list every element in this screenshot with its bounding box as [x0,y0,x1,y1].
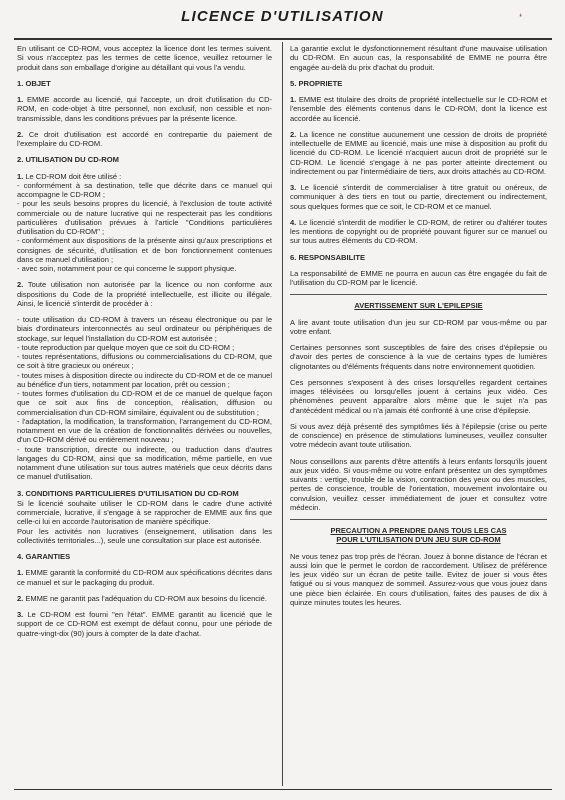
propriete-text-4: Le licencié s'interdit de modifier le CD-ROM, de retirer ou d'altérer toutes les mentions de copyright ou de propriété pouvant figurer sur ce manuel ou sur tous autres éléments du CD-ROM. [290,217,547,246]
epilepsy-paragraph-4: Si vous avez déjà présenté des symptômes liés à l'épilepsie (crise ou perte de conscience) en présence de stimulations lumineuses, veuillez consulter votre médecin avant toute utilisation. [290,421,547,450]
interdictions-intro [17,280,272,308]
garanties-paragraph-2 [17,594,272,603]
precaution-paragraph: Ne vous tenez pas trop près de l'écran. Jouez à bonne distance de l'écran et aussi loin que le permet le cordon de raccordement. Utilisez de préférence les jeux vidéo sur un écran de petite taille. Evitez de jouer si vous êtes fatigué ou si vous manquez de sommeil. Assurez-vous que vous jouez dans une pièce bien éclairée. En cours d'utilisation, faites des pauses de dix à quinze minutes toutes les heures. [290,551,547,607]
epilepsy-paragraph-1: A lire avant toute utilisation d'un jeu sur CD-ROM par vous-même ou par votre enfant. [290,317,547,336]
propriete-text-3: Le licencié s'interdit de commercialiser à titre gratuit ou onéreux, de communiquer à des tiers en tout ou partie, directement ou indirectement, sous quelques formes que ce soit, le CD-ROM et ce manuel. [290,183,547,211]
intro-paragraph: En utilisant ce CD-ROM, vous acceptez la licence dont les termes suivent. Si vous n'acceptez pas les termes de cette licence, veuillez retourner le produit dans son emballage d'origine au détaillant qui vous l'a vendu. [17,44,272,72]
epilepsy-paragraph-2: Certaines personnes sont susceptibles de faire des crises d'épilepsie ou d'avoir des pertes de conscience à la vue de certains types de lumières clignotantes ou d'éléments fréquents dans notre environnement quotidien. [290,343,547,371]
interdiction-bullet: - toutes mises à disposition directe ou indirecte du CD-ROM et de ce manuel au bénéfice d'un tiers, notamment par location, prêt ou cession ; [17,370,272,389]
item-number: 2. [17,129,24,139]
propriete-paragraph-1 [290,95,547,123]
responsabilite-paragraph: La responsabilité de EMME ne pourra en aucun cas être engagée du fait de l'utilisation du CD-ROM par le licencié. [290,268,547,287]
bottom-rule [14,789,552,790]
section-objet-heading: 1. OBJET [17,78,51,88]
precaution-heading-line-1: PRECAUTION A PRENDRE DANS TOUS LES CAS [330,526,507,535]
item-number: 4. [290,217,297,227]
section-separator [290,519,547,520]
garanties-paragraph-3 [17,610,272,638]
garanties-continuation: La garantie exclut le dysfonctionnement résultant d'une mauvaise utilisation du CD-ROM. En aucun cas, la responsabilité de EMME ne pourra être engagée au-delà du prix d'achat du produit. [290,44,547,72]
section-propriete-heading: 5. PROPRIETE [290,78,343,88]
section-responsabilite-heading: 6. RESPONSABILITE [290,252,366,262]
item-number: 1. [290,95,297,104]
utilisation-bullet: - pour les seuls besoins propres du licencié, à l'exclusion de toute activité commerciale ou de nature lucrative qui ne respecterait pas les conditions particulières d'utilisation prévues à l'article "Conditions particulières d'utilisation du CD-ROM" ; [17,199,272,236]
corner-mark: ❛ [519,12,522,22]
utilisation-intro [17,172,272,181]
section-utilisation-heading: 2. UTILISATION DU CD-ROM [17,155,119,165]
objet-paragraph-2 [17,130,272,149]
objet-text-1: EMME accorde au licencié, qui l'accepte, un droit d'utilisation du CD-ROM, en code-objet à titre personnel, non exclusif, non cessible et non-transmissible, dans les conditions prévues par la présente licence. [17,95,272,123]
page-title: LICENCE D'UTILISATION [181,8,384,25]
section-conditions-heading: 3. CONDITIONS PARTICULIERES D'UTILISATION DU CD-ROM [17,488,239,498]
propriete-text-2: La licence ne constitue aucunement une cession de droits de propriété intellectuelle de EMME au licencié, mais une mise à disposition au profit du licencié du CD-ROM. Le licencié n'acquiert aucun droit de propriété sur le CD-ROM. Le licencié s'engage à ne pas porter atteinte directement ou indirectement ou par l'intermédiaire de tiers, aux droits attachés au CD-ROM. [290,129,548,176]
epilepsy-warning-heading: AVERTISSEMENT SUR L'EPILEPSIE [354,301,483,311]
column-divider [282,42,283,786]
item-number: 2. [290,129,297,139]
top-rule [14,38,552,40]
garanties-paragraph-1 [17,568,272,587]
left-column [17,44,272,645]
garanties-text-1: EMME garantit la conformité du CD-ROM aux spécifications décrites dans ce manuel et sur le packaging du produit. [17,568,272,587]
interdiction-bullet: - toutes représentations, diffusions ou commercialisations du CD-ROM, que ce soit à titre gracieux ou onéreux ; [17,352,272,371]
conditions-paragraph-1: Si le licencié souhaite utiliser le CD-ROM dans le cadre d'une activité commerciale, lucrative, il s'engage à se rapprocher de EMME aux fins que celle-ci lui en accorde l'autorisation de manière spécifique. [17,498,272,527]
propriete-paragraph-3 [290,183,547,211]
item-number: 3. [290,183,297,192]
garanties-text-3: Le CD-ROM est fourni "en l'état". EMME garantit au licencié que le support de ce CD-ROM est exempt de défaut connu, pour une période de quatre-vingt-dix (90) jours à compter de la date d'achat. [17,610,272,638]
precaution-heading-line-2: POUR L'UTILISATION D'UN JEU SUR CD-ROM [336,535,501,545]
propriete-text-1: EMME est titulaire des droits de propriété intellectuelle sur le CD-ROM et l'ensemble des éléments contenus dans le CD-ROM, dont la licence est accordée au licencié. [290,95,547,123]
utilisation-intro-text: Le CD-ROM doit être utilisé : [25,171,122,181]
interdiction-bullet: - toute transcription, directe ou indirecte, ou traduction dans d'autres langages du CD-ROM, ainsi que sa modification, même partielle, en vue notamment d'une utilisation sur tous autres matériels que ceux décrits dans ce manuel d'utilisation. [17,444,272,482]
utilisation-bullet: - conformément aux dispositions de la présente ainsi qu'aux prescriptions et consignes de sécurité, d'utilisation et de bon fonctionnement contenues dans ce manuel d'utilisation ; [17,236,272,264]
item-number: 1. [17,568,24,578]
propriete-paragraph-4 [290,218,547,246]
propriete-paragraph-2 [290,130,547,176]
right-column [290,44,547,614]
item-number: 1. [17,95,24,104]
garanties-text-2: EMME ne garantit pas l'adéquation du CD-ROM aux besoins du licencié. [25,593,267,603]
utilisation-bullet: - conformément à sa destination, telle que décrite dans ce manuel qui accompagne le CD-ROM ; [17,180,272,199]
epilepsy-paragraph-3: Ces personnes s'exposent à des crises lorsqu'elles regardent certaines images télévisées ou lorsqu'elles jouent à certains jeux vidéo. Ces phénomènes peuvent apparaître alors même que le sujet n'a pas d'antécédent médical ou n'a jamais été confronté à une crise d'épilepsie. [290,377,547,415]
epilepsy-paragraph-5: Nous conseillons aux parents d'être attentifs à leurs enfants lorsqu'ils jouent aux jeux vidéo. Si vous-même ou votre enfant présentez un des symptômes suivants : vertige, trouble de la vision, contraction des yeux ou des muscles, pertes de conscience, trouble de l'orientation, mouvement involontaire ou convulsion, veuillez cesser immédiatement de jouer et consultez votre médecin. [290,456,547,512]
objet-text-2: Ce droit d'utilisation est accordé en contrepartie du paiement de l'exemplaire du CD-ROM. [17,129,272,148]
interdiction-bullet: - toute reproduction par quelque moyen que ce soit du CD-ROM ; [17,342,235,352]
item-number: 2. [17,280,24,290]
section-garanties-heading: 4. GARANTIES [17,552,71,561]
utilisation-bullet: - avec soin, notamment pour ce qui concerne le support physique. [17,264,237,273]
interdiction-bullet: - toutes formes d'utilisation du CD-ROM et de ce manuel de quelque façon que ce soit aux fins de conception, réalisation, diffusion ou commercialisation d'un CD-ROM similaire, équivalent ou de substitution ; [17,389,272,417]
interdiction-bullet: - l'adaptation, la modification, la transformation, l'arrangement du CD-ROM, notamment en vue de la création de fonctionnalités dérivées ou nouvelles, d'un CD-ROM dérivé ou entièrement nouveau ; [17,416,272,445]
item-number: 2. [17,593,24,603]
item-number: 1. [17,171,24,181]
section-separator [290,294,547,295]
interdiction-bullet: - toute utilisation du CD-ROM à travers un réseau électronique ou par le biais d'ordinateurs interconnectés au seul ordinateur ou périphériques de stockage, sur lequel l'installation du CD-ROM est autorisée ; [17,315,272,343]
objet-paragraph-1 [17,95,272,123]
item-number: 3. [17,610,24,619]
conditions-paragraph-2: Pour les activités non lucratives (enseignement, utilisation dans les collectivités territoriales...), seule une consultation sur place est autorisée. [17,526,272,545]
interdictions-intro-text: Toute utilisation non autorisée par la licence ou non conforme aux dispositions du Code de la propriété intellectuelle, est illicite ou illégale. Ainsi, le licencié s'interdit de procéder à : [17,280,272,308]
